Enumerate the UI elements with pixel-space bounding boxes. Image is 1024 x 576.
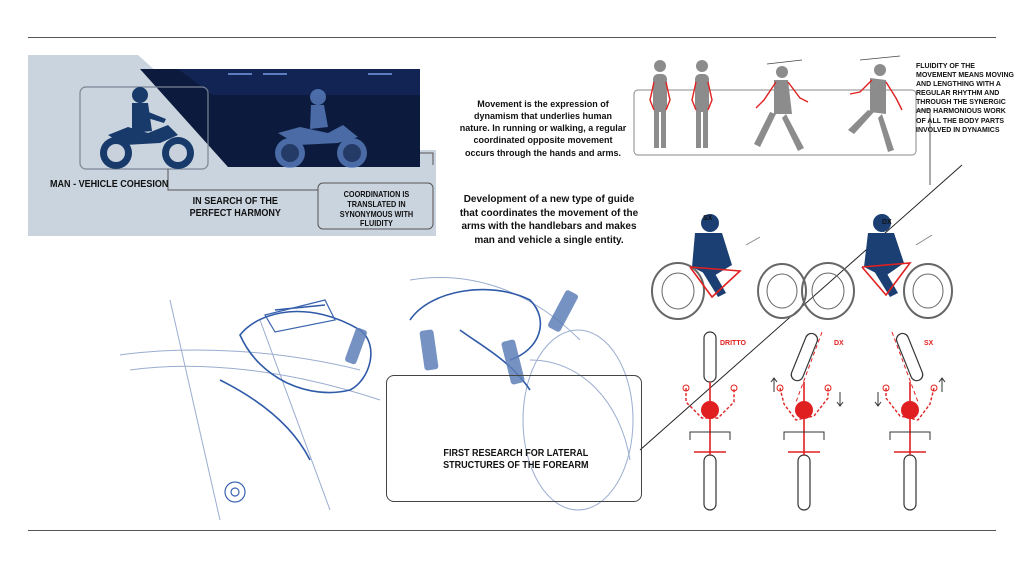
steer-label-right: DX (834, 340, 844, 347)
steering-diagrams (672, 330, 962, 520)
rider-comparison (650, 205, 955, 325)
label-cohesion: MAN - VEHICLE COHESION (50, 178, 169, 190)
label-coordination: COORDINATION IS TRANSLATED IN SYNONYMOUS WITH FLUIDITY (339, 189, 414, 229)
research-box (386, 375, 642, 502)
rider-label-dx: DX (882, 219, 892, 226)
research-text: FIRST RESEARCH FOR LATERAL STRUCTURES OF THE FOREARM (443, 447, 589, 472)
label-harmony: IN SEARCH OF THE PERFECT HARMONY (189, 195, 281, 220)
steer-label-left: SX (924, 340, 934, 347)
steering-diagrams-graphic (672, 330, 962, 520)
movement-text: Movement is the expression of dynamism that underlies human nature. In running or walking, a regular coordinated opposite movement occurs through the hands and arms. (459, 99, 627, 158)
rider-label-sx: SX (703, 215, 713, 222)
steer-label-straight: DRITTO (720, 340, 746, 347)
guide-text: Development of a new type of guide that coordinates the movement of the arms with the handlebars and makes man and vehicle a single entity. (459, 194, 639, 246)
fluidity-text: FLUIDITY OF THE MOVEMENT MEANS MOVING AND LENGTHING WITH A REGULAR RHYTHM AND THROUGH THE SYNERGIC AND HARMONIOUS WORK OF ALL THE BODY PARTS INVOLVED IN DYNAMICS (916, 63, 1015, 134)
rider-comparison-graphic (650, 205, 955, 325)
